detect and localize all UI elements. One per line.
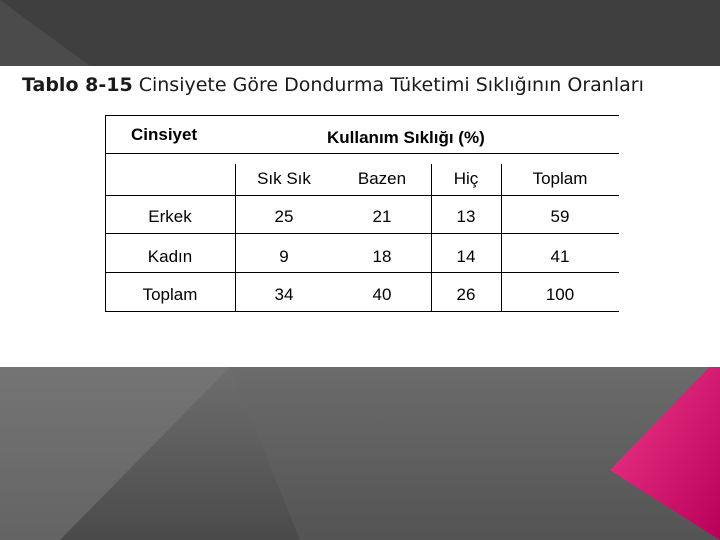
cell-erkek-hic: 13 (456, 207, 476, 226)
slide-title-bold: Tablo 8-15 (22, 74, 133, 96)
table-divider-row1 (105, 233, 619, 234)
row-label-kadin: Kadın (147, 247, 193, 266)
table-border-top (105, 115, 619, 116)
column-header-sik-sik: Sık Sık (257, 169, 311, 188)
slide-content-area (0, 66, 720, 367)
cell-toplam-bazen: 40 (372, 285, 392, 304)
cell-kadin-sik-sik: 9 (279, 247, 289, 266)
column-header-bazen: Bazen (357, 169, 407, 188)
slide-title (22, 74, 644, 96)
cell-erkek-toplam: 59 (550, 207, 570, 226)
cell-erkek-bazen: 21 (372, 207, 392, 226)
cell-erkek-sik-sik: 25 (274, 207, 294, 226)
column-header-hic: Hiç (453, 169, 479, 188)
column-header-toplam: Toplam (532, 169, 588, 188)
row-label-toplam: Toplam (142, 285, 198, 304)
row-header-label: Cinsiyet (131, 125, 198, 144)
cell-kadin-toplam: 41 (550, 247, 570, 266)
cell-toplam-sik-sik: 34 (274, 285, 294, 304)
cell-toplam-hic: 26 (456, 285, 476, 304)
group-header-label: Kullanım Sıklığı (%) (327, 128, 485, 147)
cell-kadin-hic: 14 (456, 247, 476, 266)
row-label-erkek: Erkek (148, 207, 192, 226)
table-divider-columns (105, 195, 619, 196)
slide-title-rest: Cinsiyete Göre Dondurma Tüketimi Sıklığının Oranları (138, 74, 644, 96)
cell-toplam-toplam: 100 (545, 285, 575, 304)
table-divider-row2 (105, 272, 619, 273)
table-divider-header (105, 153, 619, 154)
frequency-table (105, 115, 619, 311)
cell-kadin-bazen: 18 (372, 247, 392, 266)
top-band-shade (0, 0, 720, 66)
table-border-bottom (105, 311, 619, 312)
